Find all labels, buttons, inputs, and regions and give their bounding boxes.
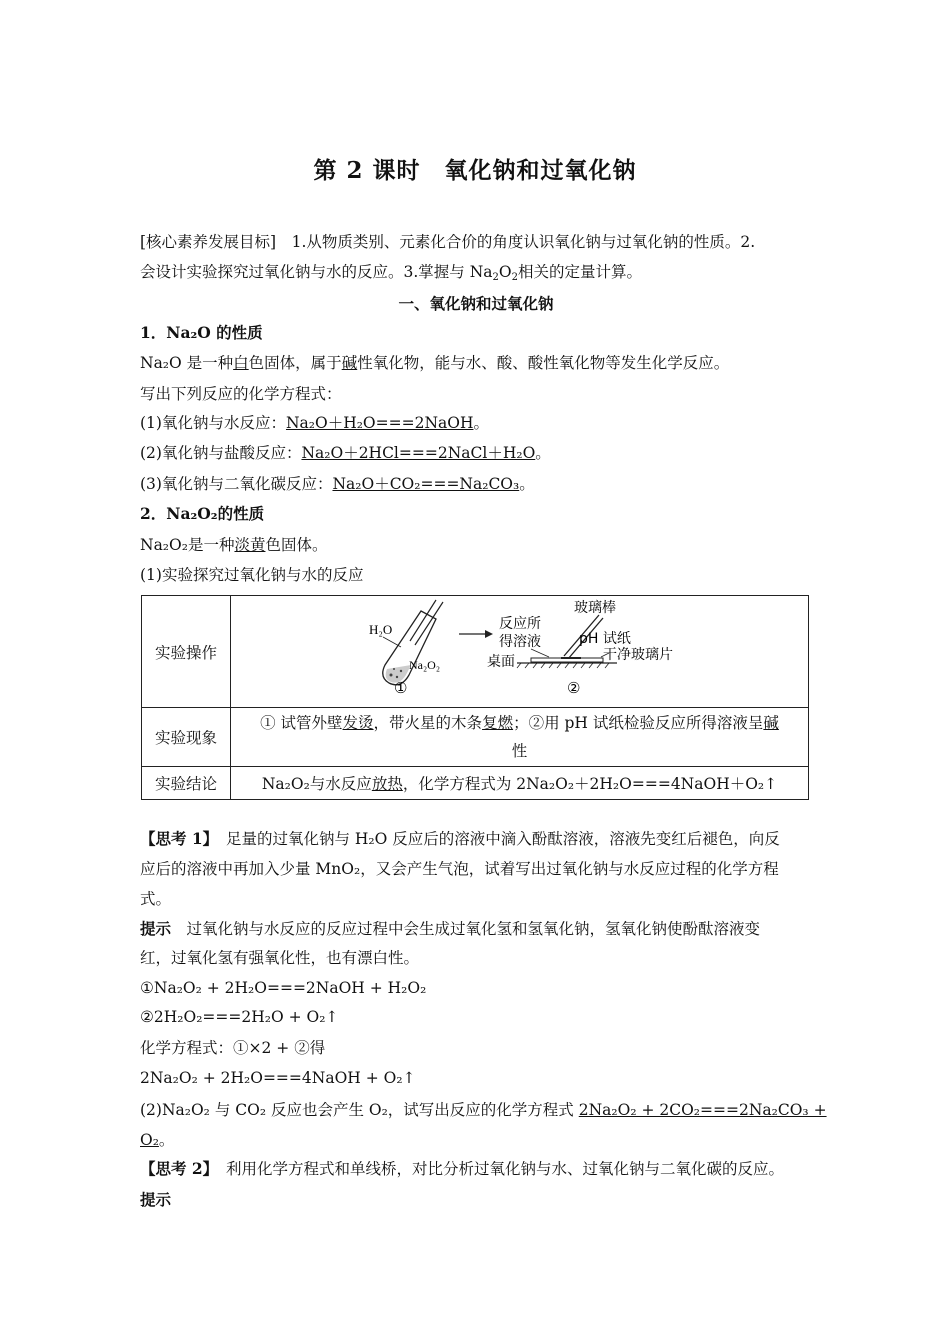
hint2-label: 提示 [140,1190,172,1209]
section-heading: 一、氧化钠和过氧化钠 [398,294,554,313]
figure-label-2: ② [567,678,581,697]
equation-prompt: 写出下列反应的化学方程式： [140,385,342,403]
goals-text-2b: 相关的定量计算。 [518,263,643,281]
row-header: 实验结论 [142,767,231,800]
equation-4: 2Na₂O₂ + 2H₂O===4NaOH + O₂↑ [140,1069,416,1087]
fill-blank: 碱 [341,354,358,372]
experiment-figure-cell [231,596,809,708]
row-header: 实验现象 [142,708,231,767]
fill-blank: 淡黄 [234,536,266,554]
equation-answer: Na₂O＋H₂O===2NaOH [285,414,474,432]
desk-label: 桌面 [487,653,515,670]
page-title: 第 2 课时 氧化钠和过氧化钠 [313,157,637,184]
equation-1: ①Na₂O₂ + 2H₂O===2NaOH + H₂O₂ [140,979,427,997]
equation-2: ②2H₂O₂===2H₂O + O₂↑ [140,1008,339,1026]
arrow-right-icon [459,630,493,638]
think2-line: 【思考 2】 利用化学方程式和单线桥，对比分析过氧化钠与水、过氧化钠与二氧化碳的反应。 [140,1159,784,1178]
fill-blank: 复燃 [482,714,514,732]
na2o2-label: Na₂O₂ [409,657,441,672]
apparatus-diagram [231,597,809,707]
think2-label: 【思考 2】 [140,1159,211,1178]
think1-line-1: 【思考 1】 足量的过氧化钠与 H₂O 反应后的溶液中滴入酚酞溶液，溶液先变红后褪色，向反 [140,829,780,848]
equation-answer: O₂ [140,1131,159,1149]
phenomenon-cell: ① 试管外壁发烫，带火星的木条复燃；②用 pH 试纸检验反应所得溶液呈碱 性 [231,708,809,767]
solution-label-line1: 反应所 [499,615,541,632]
figure-label-1: ① [394,678,408,697]
goals-line-2: 会设计实验探究过氧化钠与水的反应。3.掌握与 $Na_2O_2$相关的定量计算。 [140,263,643,283]
think1-line-3: 式。 [140,890,172,908]
na2o2-description: Na₂O₂是一种淡黄色固体。 [140,536,328,554]
think1-label: 【思考 1】 [140,829,211,848]
co2-question-line-2: O₂。 [140,1131,175,1149]
glass-plate-icon [517,658,617,668]
equation-3: 化学方程式：①×2 + ②得 [140,1039,326,1057]
conclusion-cell: Na₂O₂与水反应放热，化学方程式为 2Na₂O₂＋2H₂O===4NaOH＋O₂↑ [231,767,809,800]
table-row [142,708,809,767]
equation-answer: Na₂O＋CO₂===Na₂CO₃ [332,475,520,493]
row-header: 实验操作 [142,596,231,708]
fill-blank: 放热 [371,775,403,793]
hint1-line-1: 提示 过氧化钠与水反应的反应过程中会生成过氧化氢和氢氧化钠，氢氧化钠使酚酞溶液变 [140,919,761,938]
fill-blank: 碱 [763,714,779,732]
reaction-1: (1)氧化钠与水反应：Na₂O＋H₂O===2NaOH。 [140,414,489,432]
think1-line-2: 应后的溶液中再加入少量 MnO₂，又会产生气泡，试着写出过氧化钠与水反应过程的化学方程 [140,860,779,878]
na2o-description: Na₂O 是一种白色固体，属于碱性氧化物，能与水、酸、酸性氧化物等发生化学反应。 [140,354,730,372]
na2o2-heading: 2．Na₂O₂的性质 [140,504,265,523]
na2o-heading: 1．Na₂O 的性质 [140,323,263,342]
goals-text-1: 1.从物质类别、元素化合价的角度认识氧化钠与过氧化钠的性质。2. [276,233,756,251]
equation-answer: 2Na₂O₂ + 2CO₂===2Na₂CO₃ + [578,1101,827,1119]
glass-plate-label: 干净玻璃片 [603,646,673,663]
hint1-line-2: 红，过氧化氢有强氧化性，也有漂白性。 [140,949,420,967]
fill-blank: 发烫 [342,714,374,732]
hint-label: 提示 [140,919,172,938]
equation-answer: Na₂O＋2HCl===2NaCl＋H₂O [301,444,536,462]
goals-label: [核心素养发展目标] [140,233,277,251]
goals-line-1 [140,232,812,252]
glass-rod-label: 玻璃棒 [574,599,616,616]
table-row [142,767,809,800]
fill-blank: 白 [233,354,249,372]
reaction-3: (3)氧化钠与二氧化碳反应：Na₂O＋CO₂===Na₂CO₃。 [140,475,535,493]
ph-paper-label: pH 试纸 [579,630,631,647]
solution-label-line2: 得溶液 [499,633,541,650]
h2o-label: H₂O [369,621,393,637]
experiment-title: (1)实验探究过氧化钠与水的反应 [140,566,364,584]
goals-text-2a: 会设计实验探究过氧化钠与水的反应。3.掌握与 Na [140,263,493,281]
experiment-figure [231,597,808,707]
co2-question: (2)Na₂O₂ 与 CO₂ 反应也会产生 O₂，试写出反应的化学方程式 2Na₂O₂ + 2CO₂===2Na₂CO₃ + [140,1101,827,1119]
table-row [142,596,809,708]
experiment-table [141,595,809,800]
reaction-2: (2)氧化钠与盐酸反应：Na₂O＋2HCl===2NaCl＋H₂O。 [140,444,551,462]
